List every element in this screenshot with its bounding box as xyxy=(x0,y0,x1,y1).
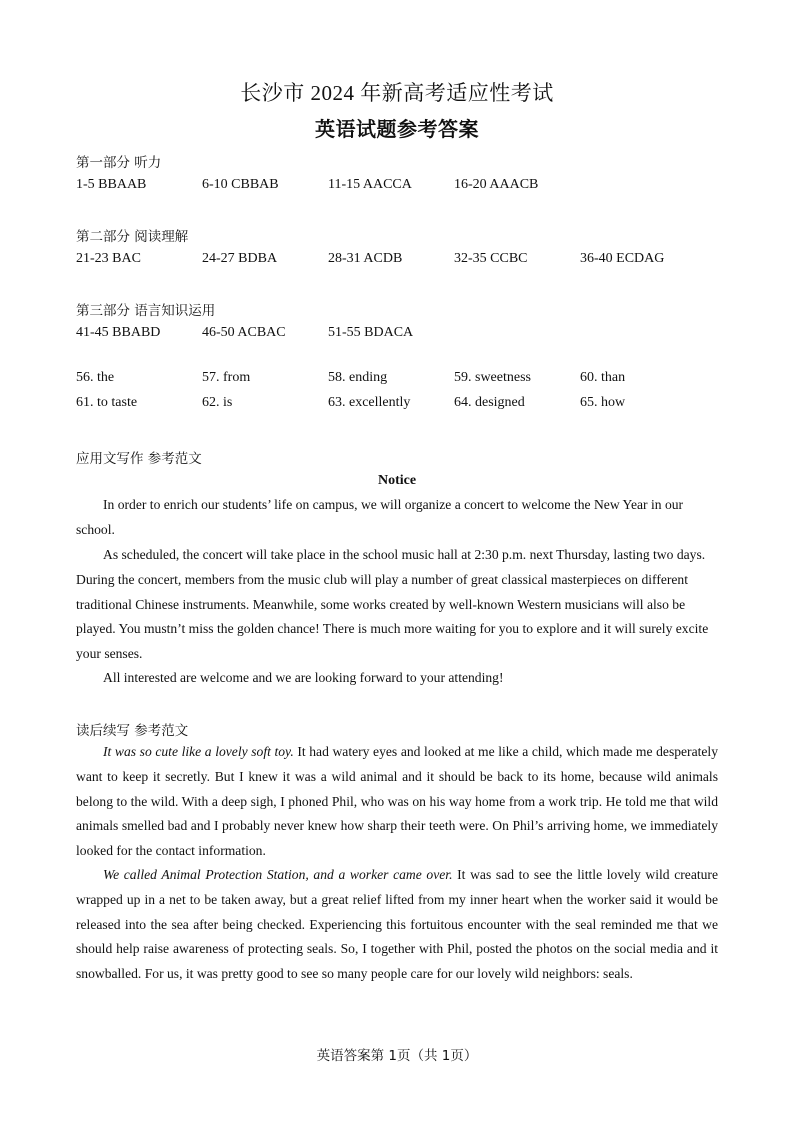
fill-answer: 58. ending xyxy=(328,370,388,385)
fill-answer: 64. designed xyxy=(454,395,525,410)
notice-paragraph-2: As scheduled, the concert will take place in the school music hall at 2:30 p.m. next Thursday, lasting two days. During the concert, members from the music club will play a number of great classical masterpieces on different traditional Chinese instruments. Meanwhile, some works created by well-known Western musicians will also be played. You mustn’t miss the golden chance! There is much more waiting for you to explore and it will surely excite your senses. xyxy=(76,547,709,662)
answer-group: 16-20 AAACB xyxy=(454,177,539,192)
notice-title: Notice xyxy=(377,473,417,488)
answer-group: 32-35 CCBC xyxy=(454,251,528,266)
continuation-heading: 读后续写 参考范文 xyxy=(76,723,189,739)
part3-heading: 第三部分 语言知识运用 xyxy=(76,303,216,319)
continuation-paragraph-1 xyxy=(76,740,718,864)
answer-group: 46-50 ACBAC xyxy=(202,325,286,340)
notice-paragraph-3: All interested are welcome and we are looking forward to your attending! xyxy=(103,670,504,685)
fill-answer: 61. to taste xyxy=(76,395,138,410)
part1-heading: 第一部分 听力 xyxy=(76,155,162,171)
answer-group: 21-23 BAC xyxy=(76,251,141,266)
paragraph-body: It was sad to see the little lovely wild creature wrapped up in a net to be taken away, but a great relief lifted from my inner heart when the worker said it would be released into the sea after being checked. Experiencing this fortuitous encounter with the seal reminded me that we should help raise awareness of protecting seals. So, I together with Phil, posted the photos on the social media and it snowballed. For us, it was pretty good to see so many people care for our lovely wild neighbors: seals. xyxy=(76,867,718,982)
answer-group: 24-27 BDBA xyxy=(202,251,278,266)
answer-group: 1-5 BBAAB xyxy=(76,177,147,192)
paragraph-lead-sentence: It was so cute like a lovely soft toy. xyxy=(103,744,294,759)
answer-group: 11-15 AACCA xyxy=(328,177,412,192)
paragraph-lead-sentence: We called Animal Protection Station, and a worker came over. xyxy=(103,867,453,882)
exam-title: 长沙市 2024 年新高考适应性考试 xyxy=(240,81,554,105)
answer-group: 51-55 BDACA xyxy=(328,325,414,340)
answer-group: 6-10 CBBAB xyxy=(202,177,279,192)
answer-group: 28-31 ACDB xyxy=(328,251,403,266)
notice-paragraph-1: In order to enrich our students’ life on campus, we will organize a concert to welcome the New Year in our school. xyxy=(76,497,684,537)
fill-answer: 65. how xyxy=(580,395,626,410)
page-footer: 英语答案第 1页（共 1页） xyxy=(316,1048,478,1064)
continuation-paragraph-2 xyxy=(76,863,718,987)
fill-answer: 60. than xyxy=(580,370,626,385)
fill-answer: 59. sweetness xyxy=(454,370,531,385)
fill-answer: 63. excellently xyxy=(328,395,411,410)
writing-heading: 应用文写作 参考范文 xyxy=(76,451,202,467)
paragraph-body: It had watery eyes and looked at me like a child, which made me desperately want to keep it secretly. But I knew it was a wild animal and it should be back to its home, because wild animals belong to the wild. With a deep sigh, I phoned Phil, who was on his way home from a work trip. He told me that wild animals smelled bad and I probably never knew how sharp their teeth were. On Phil’s arriving home, we immediately looked for the contact information. xyxy=(76,744,719,859)
answer-group: 36-40 ECDAG xyxy=(580,251,665,266)
fill-answer: 57. from xyxy=(202,370,251,385)
answer-key-title: 英语试题参考答案 xyxy=(315,117,479,141)
answer-group: 41-45 BBABD xyxy=(76,325,161,340)
fill-answer: 56. the xyxy=(76,370,115,385)
fill-answer: 62. is xyxy=(202,395,233,410)
part2-heading: 第二部分 阅读理解 xyxy=(76,229,189,245)
